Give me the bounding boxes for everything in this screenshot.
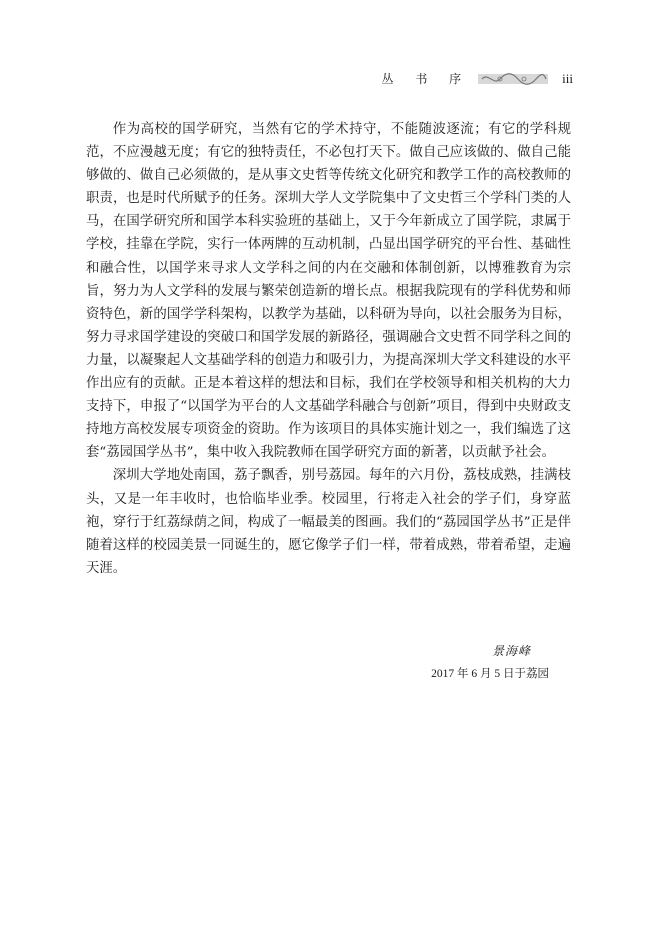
- author-name: 景海峰: [491, 644, 531, 658]
- paragraph: 作为高校的国学研究，当然有它的学术持守，不能随波逐流；有它的学科规范，不应漫越无度；有它的独特责任，不必包打天下。做自己应该做的、做自己能够做的、做自己必须做的，是从事文史哲等传统文化研究和教学工作的高校教师的职责，也是时代所赋予的任务。深圳大学人文学院集中了文史哲三个学科门类的人马，在国学研究所和国学本科实验班的基础上，又于今年新成立了国学院，隶属于学校，挂靠在学院，实行一体两牌的互动机制，凸显出国学研究的平台性、基础性和融合性，以国学来寻求人文学科之间的内在交融和体制创新，以博雅教育为宗旨，努力为人文学科的发展与繁荣创造新的增长点。根据我院现有的学科优势和师资特色，新的国学学科架构，以教学为基础，以科研为导向，以社会服务为目标，努力寻求国学建设的突破口和国学发展的新路径，强调融合文史哲不同学科之间的力量，以凝聚起人文基础学科的创造力和吸引力，为提高深圳大学文科建设的水平作出应有的贡献。正是本着这样的想法和目标，我们在学校领导和相关机构的大力支持下，申报了“以国学为平台的人文基础学科融合与创新”项目，得到中央财政支持地方高校发展专项资金的资助。作为该项目的具体实施计划之一，我们编选了这套“荔园国学丛书”，集中收入我院教师在国学研究方面的新著，以贡献予社会。: [86, 122, 571, 461]
- header-title: 丛 书 序: [381, 72, 471, 86]
- signature-block: [431, 642, 549, 681]
- page-number: iii: [562, 70, 573, 86]
- decorative-flourish-icon: [478, 71, 548, 87]
- date-line: 2017 年 6 月 5 日于荔园: [431, 668, 549, 680]
- running-header: [382, 70, 573, 87]
- paragraph: 深圳大学地处南国，荔子飘香，别号荔园。每年的六月份，荔枝成熟，挂满枝头，又是一年丰收时，也恰临毕业季。校园里，行将走入社会的学子们，身穿蓝袍，穿行于红荔绿荫之间，构成了一幅最美的图画。我们的“荔园国学丛书”正是伴随着这样的校园美景一同诞生的，愿它像学子们一样，带着成熟，带着希望，走遍天涯。: [86, 468, 571, 576]
- preface-body: [86, 118, 571, 580]
